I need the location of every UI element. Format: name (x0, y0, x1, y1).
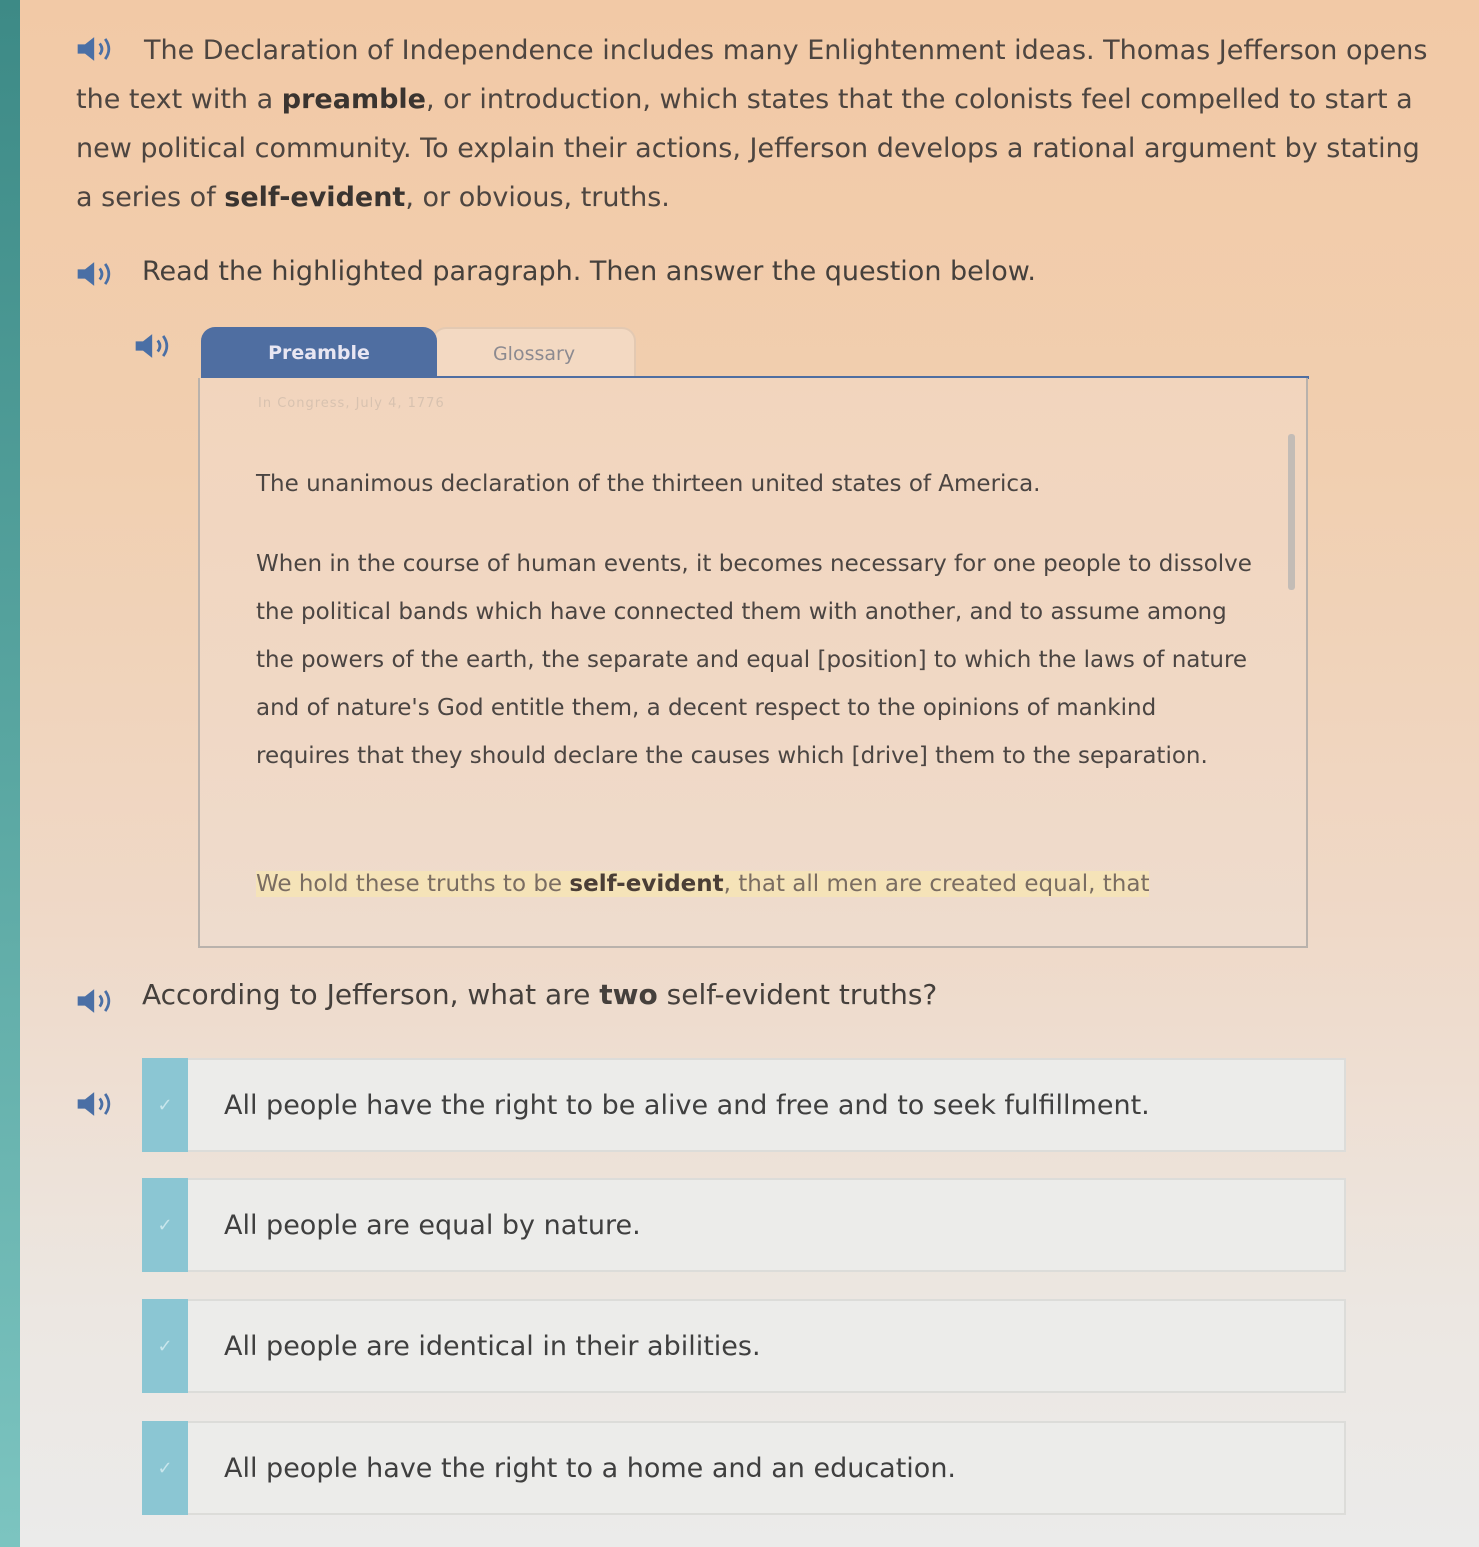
preamble-paragraph: When in the course of human events, it becomes necessary for one people to dissolve the political bands which have connected them with another, and to assume among the powers of the earth, the separate and equal [position] to which the laws of nature and of nature's God entitle them, a decent respect to the opinions of mankind requires that they should declare the causes which [drive] them to the separation. (256, 551, 1252, 769)
check-icon[interactable]: ✓ (142, 1178, 188, 1272)
question-part-1: According to Jefferson, what are (142, 978, 600, 1011)
highlight-rest: , that all men are created equal, that (723, 871, 1150, 897)
intro-text-1: The Declaration of Independence includes many Enlightenment ideas. Thomas Jefferson opens the text with a (76, 35, 1428, 115)
check-icon[interactable]: ✓ (142, 1421, 188, 1515)
check-icon[interactable]: ✓ (142, 1058, 188, 1152)
highlight-start: We hold these truths to be (256, 871, 570, 897)
question-text (142, 978, 937, 1011)
preamble-reader-panel[interactable] (198, 378, 1308, 948)
tab-preamble[interactable]: Preamble (201, 327, 437, 379)
intro-text-2: , or introduction, which states that the colonists feel compelled to start a new political community. To explain their actions, Jefferson develops a rational argument by stating a series of (76, 84, 1420, 213)
speaker-icon[interactable] (132, 330, 176, 362)
speaker-icon[interactable] (74, 258, 118, 290)
highlighted-paragraph (256, 860, 1256, 908)
intro-text-3: , or obvious, truths. (405, 182, 670, 213)
reader-scrollbar[interactable] (1288, 434, 1295, 590)
term-self-evident: self-evident (224, 182, 406, 213)
choice-label: All people have the right to be alive and free and to seek fulfillment. (224, 1089, 1150, 1121)
choice-label: All people are equal by nature. (224, 1209, 641, 1241)
answer-choice-1[interactable] (142, 1058, 1346, 1152)
speaker-icon[interactable] (74, 985, 118, 1017)
tab-glossary[interactable]: Glossary (432, 327, 636, 379)
intro-paragraph (76, 26, 1436, 222)
highlight-term: self-evident (569, 871, 724, 897)
reader-faded-heading: In Congress, July 4, 1776 (258, 396, 445, 411)
question-emphasis: two (599, 978, 658, 1011)
answer-choice-3[interactable] (142, 1299, 1346, 1393)
question-part-2: self-evident truths? (657, 978, 938, 1011)
speaker-icon[interactable] (74, 1088, 118, 1120)
highlighted-text (256, 871, 1149, 897)
check-icon[interactable]: ✓ (142, 1299, 188, 1393)
instruction-text: Read the highlighted paragraph. Then answer the question below. (142, 256, 1036, 287)
declaration-title-line: The unanimous declaration of the thirteen united states of America. (256, 471, 1041, 497)
answer-choice-2[interactable] (142, 1178, 1346, 1272)
term-preamble: preamble (281, 84, 426, 115)
choice-label: All people are identical in their abilities. (224, 1330, 761, 1362)
answer-choice-4[interactable] (142, 1421, 1346, 1515)
choice-label: All people have the right to a home and an education. (224, 1452, 957, 1484)
left-accent-bar (0, 0, 20, 1547)
